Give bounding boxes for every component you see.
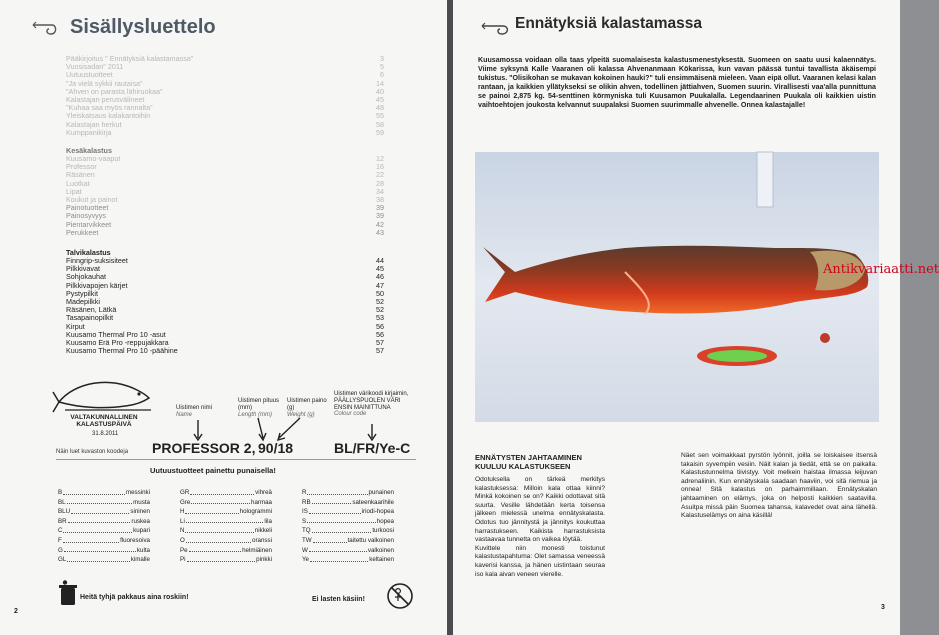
- logo-date: 31.8.2011: [92, 431, 119, 437]
- toc-item-label: Professor: [66, 162, 97, 172]
- color-name: kupari: [133, 527, 150, 535]
- dot-leader: [186, 517, 264, 524]
- toc-item-page: 53: [376, 313, 384, 323]
- toc-item-page: 58: [376, 119, 384, 129]
- color-code: BR: [58, 517, 67, 525]
- color-code-row: [180, 517, 272, 527]
- toc-item-page: 46: [376, 272, 384, 282]
- dot-leader: [185, 526, 253, 533]
- page-number-left: 2: [14, 608, 18, 615]
- color-code-row: [302, 526, 394, 536]
- color-code-row: [58, 555, 150, 565]
- toc-item-label: Uutuustuotteet: [66, 70, 113, 80]
- color-code-row: [58, 507, 150, 517]
- color-codes-col3: [302, 488, 394, 565]
- toc-item-page: 14: [376, 78, 384, 88]
- color-code-row: [58, 498, 150, 508]
- toc-item-label: Kirput: [66, 321, 85, 331]
- toc-item-label: Räsänen: [66, 170, 95, 180]
- toc-item-page: 43: [376, 227, 384, 237]
- toc-item-page: 6: [380, 70, 384, 80]
- color-code: R: [302, 489, 307, 496]
- toc-item-label: Pilkkivapojen kärjet: [66, 280, 128, 290]
- color-code-row: [58, 536, 150, 546]
- color-code: BL: [58, 498, 66, 506]
- toc-item-page: 56: [376, 321, 384, 331]
- color-name: nikkeli: [254, 527, 272, 535]
- toc-item-label: Pystypilkit: [66, 288, 98, 298]
- code-size-value: 90/18: [258, 440, 294, 456]
- toc-item-page: 22: [376, 170, 384, 180]
- toc-item-page: 3: [380, 54, 384, 63]
- color-codes-col1: [58, 488, 150, 565]
- color-code-row: [58, 488, 150, 498]
- color-name: iriodi-hopea: [361, 508, 394, 516]
- toc-item-label: Räsänen, Lätkä: [66, 305, 117, 315]
- dot-leader: [190, 488, 254, 495]
- color-code: Li: [180, 517, 185, 525]
- new-products-note: Uutuustuotteet painettu punaisella!: [150, 466, 276, 475]
- color-code-row: [180, 536, 272, 546]
- dot-leader: [313, 536, 347, 543]
- toc-item-page: 12: [376, 154, 384, 163]
- dot-leader: [63, 536, 119, 543]
- color-name: musta: [133, 498, 150, 506]
- color-code: F: [58, 536, 62, 544]
- toc-item-label: Sohjokauhat: [66, 272, 106, 282]
- dot-leader: [185, 507, 238, 514]
- toc-item-label: Luotkat: [66, 178, 90, 188]
- toc-title: Sisällysluettelo: [70, 16, 216, 38]
- toc-item-label: Pientarvikkeet: [66, 219, 112, 229]
- toc-heading-winter: Talvikalastus: [66, 248, 111, 257]
- toc-item-page: 47: [376, 280, 384, 290]
- dot-leader: [307, 488, 367, 495]
- dot-leader: [312, 526, 372, 533]
- color-name: valkoinen: [367, 546, 394, 554]
- toc-item-page: 39: [376, 203, 384, 213]
- dot-leader: [312, 498, 352, 505]
- toc-item-label: Lipat: [66, 186, 82, 196]
- toc-item-label: Kuusamo Thermal Pro 10 -päähine: [66, 346, 178, 356]
- toc-item-page: 52: [376, 305, 384, 315]
- color-code-row: [180, 555, 272, 565]
- toc-item-page: 45: [376, 264, 384, 274]
- divider: [56, 459, 416, 460]
- dot-leader: [309, 507, 361, 514]
- color-name: punainen: [368, 489, 394, 496]
- color-name: turkoosi: [372, 527, 394, 535]
- watermark: Antikvariaatti.net: [823, 262, 939, 277]
- color-code: N: [180, 527, 185, 535]
- trash-bin-icon: [58, 580, 78, 606]
- color-code: Gre: [180, 498, 191, 506]
- color-code: Ye: [302, 556, 309, 564]
- color-code: GR: [180, 489, 190, 496]
- dot-leader: [67, 555, 129, 562]
- toc-item-label: Kalastajan herkut: [66, 119, 122, 129]
- color-name: oranssi: [252, 536, 272, 544]
- toc-item-page: 5: [380, 62, 384, 72]
- article-title: Ennätyksiä kalastamassa: [515, 15, 702, 32]
- toc-item-label: Tasapainopilkit: [66, 313, 114, 323]
- color-code-row: [58, 546, 150, 556]
- color-code: IS: [302, 508, 308, 516]
- toc-item-page: 42: [376, 219, 384, 229]
- toc-item-page: 39: [376, 211, 384, 221]
- color-code: TQ: [302, 527, 311, 535]
- section-subheading: ENNÄTYSTEN JAHTAAMINEN KUULUU KALASTUKSEEN: [475, 453, 582, 471]
- dot-leader: [63, 488, 125, 495]
- color-code-row: [302, 546, 394, 556]
- color-code: B: [58, 489, 63, 496]
- dot-leader: [186, 536, 251, 543]
- dot-leader: [187, 555, 256, 562]
- dot-leader: [68, 517, 131, 524]
- toc-item-label: Kumppanikirja: [66, 127, 112, 137]
- toc-item-label: Pääkirjoitus " Ennätyksiä kalastamassa": [66, 54, 194, 63]
- toc-item-label: Painotuotteet: [66, 203, 109, 213]
- toc-item-page: 57: [376, 346, 384, 356]
- color-name: hopea: [376, 517, 394, 525]
- label-name: Uistimen nimi Name: [176, 405, 213, 418]
- color-code: W: [302, 546, 308, 554]
- toc-item-page: 45: [376, 95, 384, 105]
- color-code: O: [180, 536, 185, 544]
- toc-item-label: Koukut ja painot: [66, 195, 118, 205]
- dot-leader: [307, 517, 376, 524]
- toc-item-page: 44: [376, 256, 384, 265]
- color-name: pinkki: [256, 556, 272, 564]
- code-arrows: [0, 0, 447, 460]
- toc-item-page: 40: [376, 86, 384, 96]
- toc-item-page: 38: [376, 195, 384, 205]
- toc-item-page: 55: [376, 111, 384, 121]
- left-page: [0, 0, 447, 635]
- toc-item-page: 28: [376, 178, 384, 188]
- toc-item-page: 48: [376, 103, 384, 113]
- toc-item-label: Madepilkki: [66, 297, 100, 307]
- no-children-icon: [386, 582, 414, 610]
- color-name: hologrammi: [239, 508, 272, 516]
- color-code: RB: [302, 498, 311, 506]
- toc-item-page: 57: [376, 338, 384, 348]
- color-name: ruskea: [131, 517, 150, 525]
- label-length: Uistimen pituus (mm) Length (mm): [238, 398, 280, 418]
- color-code-row: [180, 498, 272, 508]
- dot-leader: [310, 555, 368, 562]
- article-intro: Kuusamossa voidaan olla taas ylpeitä suomalaisesta kalastusmenestyksestä. Suomeen on saatu uusi kalaennätys. Viime syksynä Kalle Vaaranen oli kalassa Ahvenanmaan Kökarissa, kun vavan päässä tuntui tavallista äkäisempi tukistus. "Olisikohan se mukavan kokoinen hauki?" tuli ensimmäisenä mieleen. Vaan eipä ollut. Vaaranen kelasi kalan rantaan, ja kaikkien yllätykseksi se olikin ahven, todellinen jättiahven, Suomen suurin. Virallisesti vaa'alla punnittuna se painoi 2,875 kg. 54-senttinen körmyniska tuli Kuusamon Puukalalla. Legendaarinen Puukala oli kaikkien uistin vaihtoehtojen joukosta kelvannut suupalaksi Suomen suurimmalle ahvenelle. Onnea kalastajalle!: [478, 56, 876, 110]
- color-name: sateenkaarihile: [352, 498, 394, 506]
- fish-hook-icon: [481, 20, 511, 36]
- color-name: kulta: [136, 546, 150, 554]
- toc-item-label: Yleiskatsaus kalakantoihin: [66, 111, 151, 121]
- toc-item-label: Kuusamo Thermal Pro 10 -asut: [66, 329, 166, 339]
- color-code-row: [302, 498, 394, 508]
- color-code: H: [180, 508, 185, 516]
- color-code-row: [58, 526, 150, 536]
- color-name: fluoresoiva: [120, 536, 150, 544]
- toc-item-label: Pilkkivavat: [66, 264, 100, 274]
- color-code: C: [58, 527, 63, 535]
- toc-heading-summer: Kesäkalastus: [66, 146, 112, 155]
- color-code-row: [302, 555, 394, 565]
- color-code: Pi: [180, 556, 186, 564]
- color-codes-col2: [180, 488, 272, 565]
- color-code: TW: [302, 536, 312, 544]
- color-code-row: [180, 526, 272, 536]
- color-name: vihreä: [255, 489, 272, 496]
- color-name: sininen: [130, 508, 150, 516]
- color-name: helmiäinen: [242, 546, 272, 554]
- toc-item-label: Finngrip-suksisiteet: [66, 256, 128, 265]
- label-colour: Uistimen värikoodi kirjaimin, PÄÄLLYSPUOLEN VÄRI ENSIN MAINITTUNA Colour code: [334, 391, 409, 418]
- article-col-1: Odotuksella on tärkeä merkitys kalastuksessa: Milloin kala ottaa kiinni? Minkä kokoinen se on? Kaikki odottavat sitä suurta. Vesille lähdetään kerta toisensa jälkeen mielessä unelma ennätyskalasta. Odotus tuo jännitystä ja jännitys koukuttaa harrastukseen. Kaikista harrastuksista vastaavaa tunnetta on vaikea löytää. Kuvittele niin monesti toistunut kalastustapahtuma: Olet samassa veneessä kaverisi kanssa, ja hänen uistintaan seuraa iso kala aivan veneen vierelle.: [475, 476, 605, 578]
- color-code: Pe: [180, 546, 188, 554]
- color-code-row: [180, 507, 272, 517]
- label-weight: Uistimen paino (g) Weight (g): [287, 398, 327, 418]
- color-name: keltainen: [369, 556, 394, 564]
- color-code: GL: [58, 556, 67, 564]
- color-code-row: [180, 488, 272, 498]
- toc-item-label: "Kuhaa saa myös rannalta": [66, 103, 153, 113]
- no-children-text: Ei lasten käsiin!: [312, 596, 365, 603]
- color-code-row: [302, 536, 394, 546]
- code-name-value: PROFESSOR 2,: [152, 440, 256, 456]
- color-code: S: [302, 517, 307, 525]
- bin-text: Heitä tyhjä pakkaus aina roskiin!: [80, 594, 189, 601]
- color-name: lila: [264, 517, 272, 525]
- page-number-right: 3: [881, 604, 885, 611]
- toc-item-page: 59: [376, 127, 384, 137]
- toc-item-page: 56: [376, 329, 384, 339]
- toc-item-page: 34: [376, 186, 384, 196]
- color-name: kimalle: [130, 556, 150, 564]
- toc-item-label: Kuusamo Erä Pro -reppujakkara: [66, 338, 169, 348]
- toc-item-label: "Ahven on parasta lähiruokaa": [66, 86, 163, 96]
- color-code-row: [180, 546, 272, 556]
- dot-leader: [71, 507, 129, 514]
- dot-leader: [189, 546, 241, 553]
- dot-leader: [309, 546, 367, 553]
- dot-leader: [63, 526, 132, 533]
- color-code: BLU: [58, 508, 71, 516]
- right-page: [453, 0, 939, 635]
- color-code-row: [302, 507, 394, 517]
- dot-leader: [67, 498, 133, 505]
- toc-item-label: Perukkeet: [66, 227, 99, 237]
- color-code-row: [302, 517, 394, 527]
- color-name: harmaa: [251, 498, 272, 506]
- fish-on-snow-photo: [475, 152, 879, 422]
- color-name: taitettu valkoinen: [347, 536, 394, 544]
- toc-item-page: 52: [376, 297, 384, 307]
- color-code-row: [302, 488, 394, 498]
- toc-item-page: 16: [376, 162, 384, 172]
- toc-item-page: 50: [376, 288, 384, 298]
- dot-leader: [191, 498, 250, 505]
- article-col-2: Näet sen voimakkaat pyrstön lyönnit, joilla se loiskaisee itsensä takaisin syvempiin vesiin. Näit kalan ja tiedät, että se on paikalla. Kalastustunnelma tiivistyy. Voit melkein haistaa ilmassa leijuvan adrenaliinin. Kun ennätyskala saadaan haaviin, voi sitä riemua ja onnea! Sitä kalastus on parhaimmillaan. Ennätyskalan jahtaaminen on elämys, joka on helposti kaikkien saatavilla. Asuitpa missä päin Suomea tahansa, kalavedet ovat aina lähellä. Kalastuselämys on aina käsillä!: [681, 452, 877, 520]
- toc-item-label: Kalastajan perusvälineet: [66, 95, 145, 105]
- logo-text: VALTAKUNNALLINEN KALASTUSPÄIVÄ: [70, 414, 138, 428]
- toc-item-label: Vuosisadan" 2011: [66, 62, 124, 72]
- color-name: messinki: [125, 489, 150, 496]
- color-code: G: [58, 546, 63, 554]
- toc-item-label: "Ja vielä sykkii rautaisa": [66, 78, 143, 88]
- toc-item-label: Kuusamo-vaaput: [66, 154, 121, 163]
- dot-leader: [64, 546, 136, 553]
- code-hint: Näin luet kuvaston koodeja: [56, 449, 129, 455]
- toc-item-label: Painosyvyys: [66, 211, 106, 221]
- code-colour-value: BL/FR/Ye-C: [334, 440, 411, 456]
- color-code-row: [58, 517, 150, 527]
